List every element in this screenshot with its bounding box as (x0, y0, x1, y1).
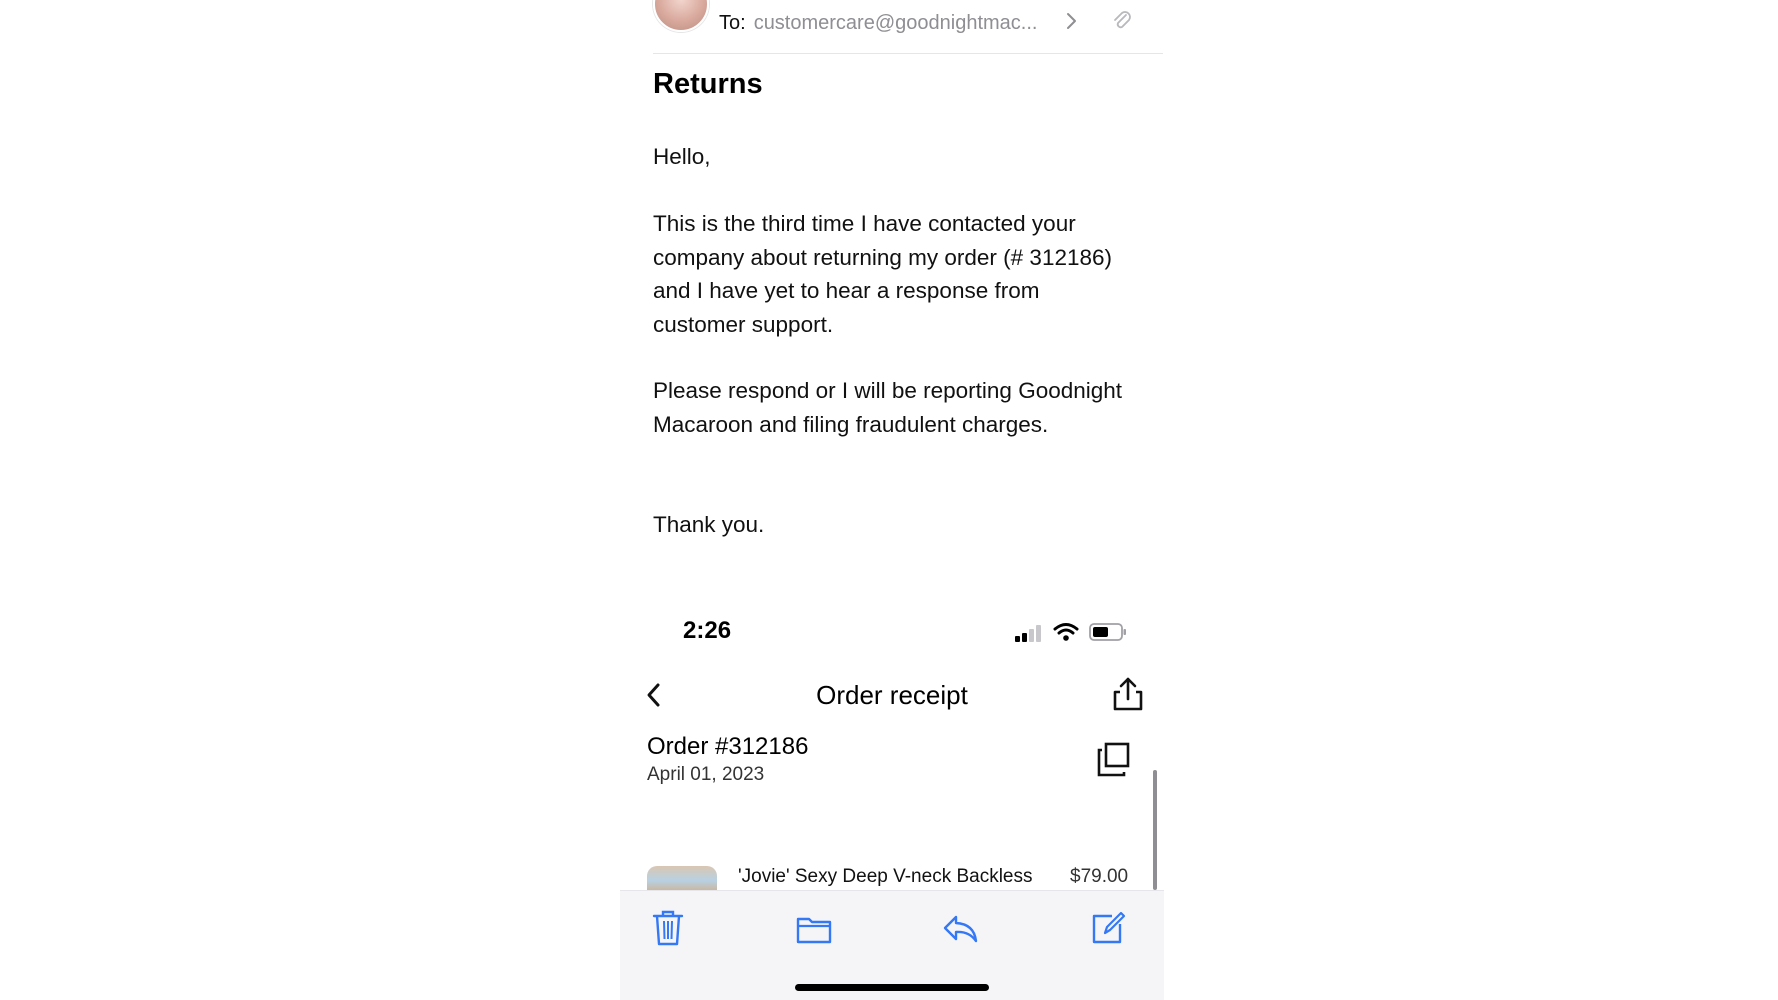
recipient-address[interactable]: customercare@goodnightmac... (753, 11, 1038, 34)
status-time: 2:26 (683, 617, 732, 644)
folder-icon[interactable] (796, 909, 832, 947)
home-indicator (795, 984, 989, 991)
sender-avatar[interactable] (653, 0, 709, 32)
body-paragraph-1: This is the third time I have contacted your company about returning my order (# 312186) and I have yet to hear a response from customer support. (653, 211, 1113, 337)
header-divider (653, 53, 1163, 54)
body-paragraph-2: Please respond or I will be reporting Goodnight Macaroon and filing fraudulent charges. (653, 378, 1123, 437)
order-date: April 01, 2023 (647, 764, 765, 785)
trash-icon[interactable] (650, 909, 686, 947)
order-number: Order #312186 (647, 733, 809, 760)
compose-icon[interactable] (1090, 909, 1126, 947)
recipient-row[interactable] (719, 8, 1037, 38)
item-title: 'Jovie' Sexy Deep V-neck Backless (738, 866, 1033, 887)
status-icons (1015, 622, 1127, 642)
message-subject: Returns (653, 68, 763, 100)
mail-message-view (620, 0, 1164, 1000)
body-closing: Thank you. (653, 512, 765, 537)
to-label: To: (719, 11, 746, 34)
reply-icon[interactable] (942, 909, 978, 947)
battery-icon (1089, 622, 1127, 642)
item-price: $79.00 (1070, 866, 1129, 887)
copy-icon[interactable] (1096, 742, 1132, 778)
share-icon[interactable] (1111, 675, 1145, 713)
wifi-icon (1053, 622, 1079, 642)
scrollbar[interactable] (1153, 770, 1157, 890)
bottom-toolbar (620, 890, 1164, 1000)
body-greeting: Hello, (653, 144, 711, 169)
chevron-right-icon[interactable] (1061, 11, 1081, 31)
nav-title: Order receipt (816, 680, 968, 710)
cellular-signal-icon (1015, 624, 1043, 642)
paperclip-icon (1110, 8, 1132, 32)
item-thumbnail (647, 866, 717, 890)
